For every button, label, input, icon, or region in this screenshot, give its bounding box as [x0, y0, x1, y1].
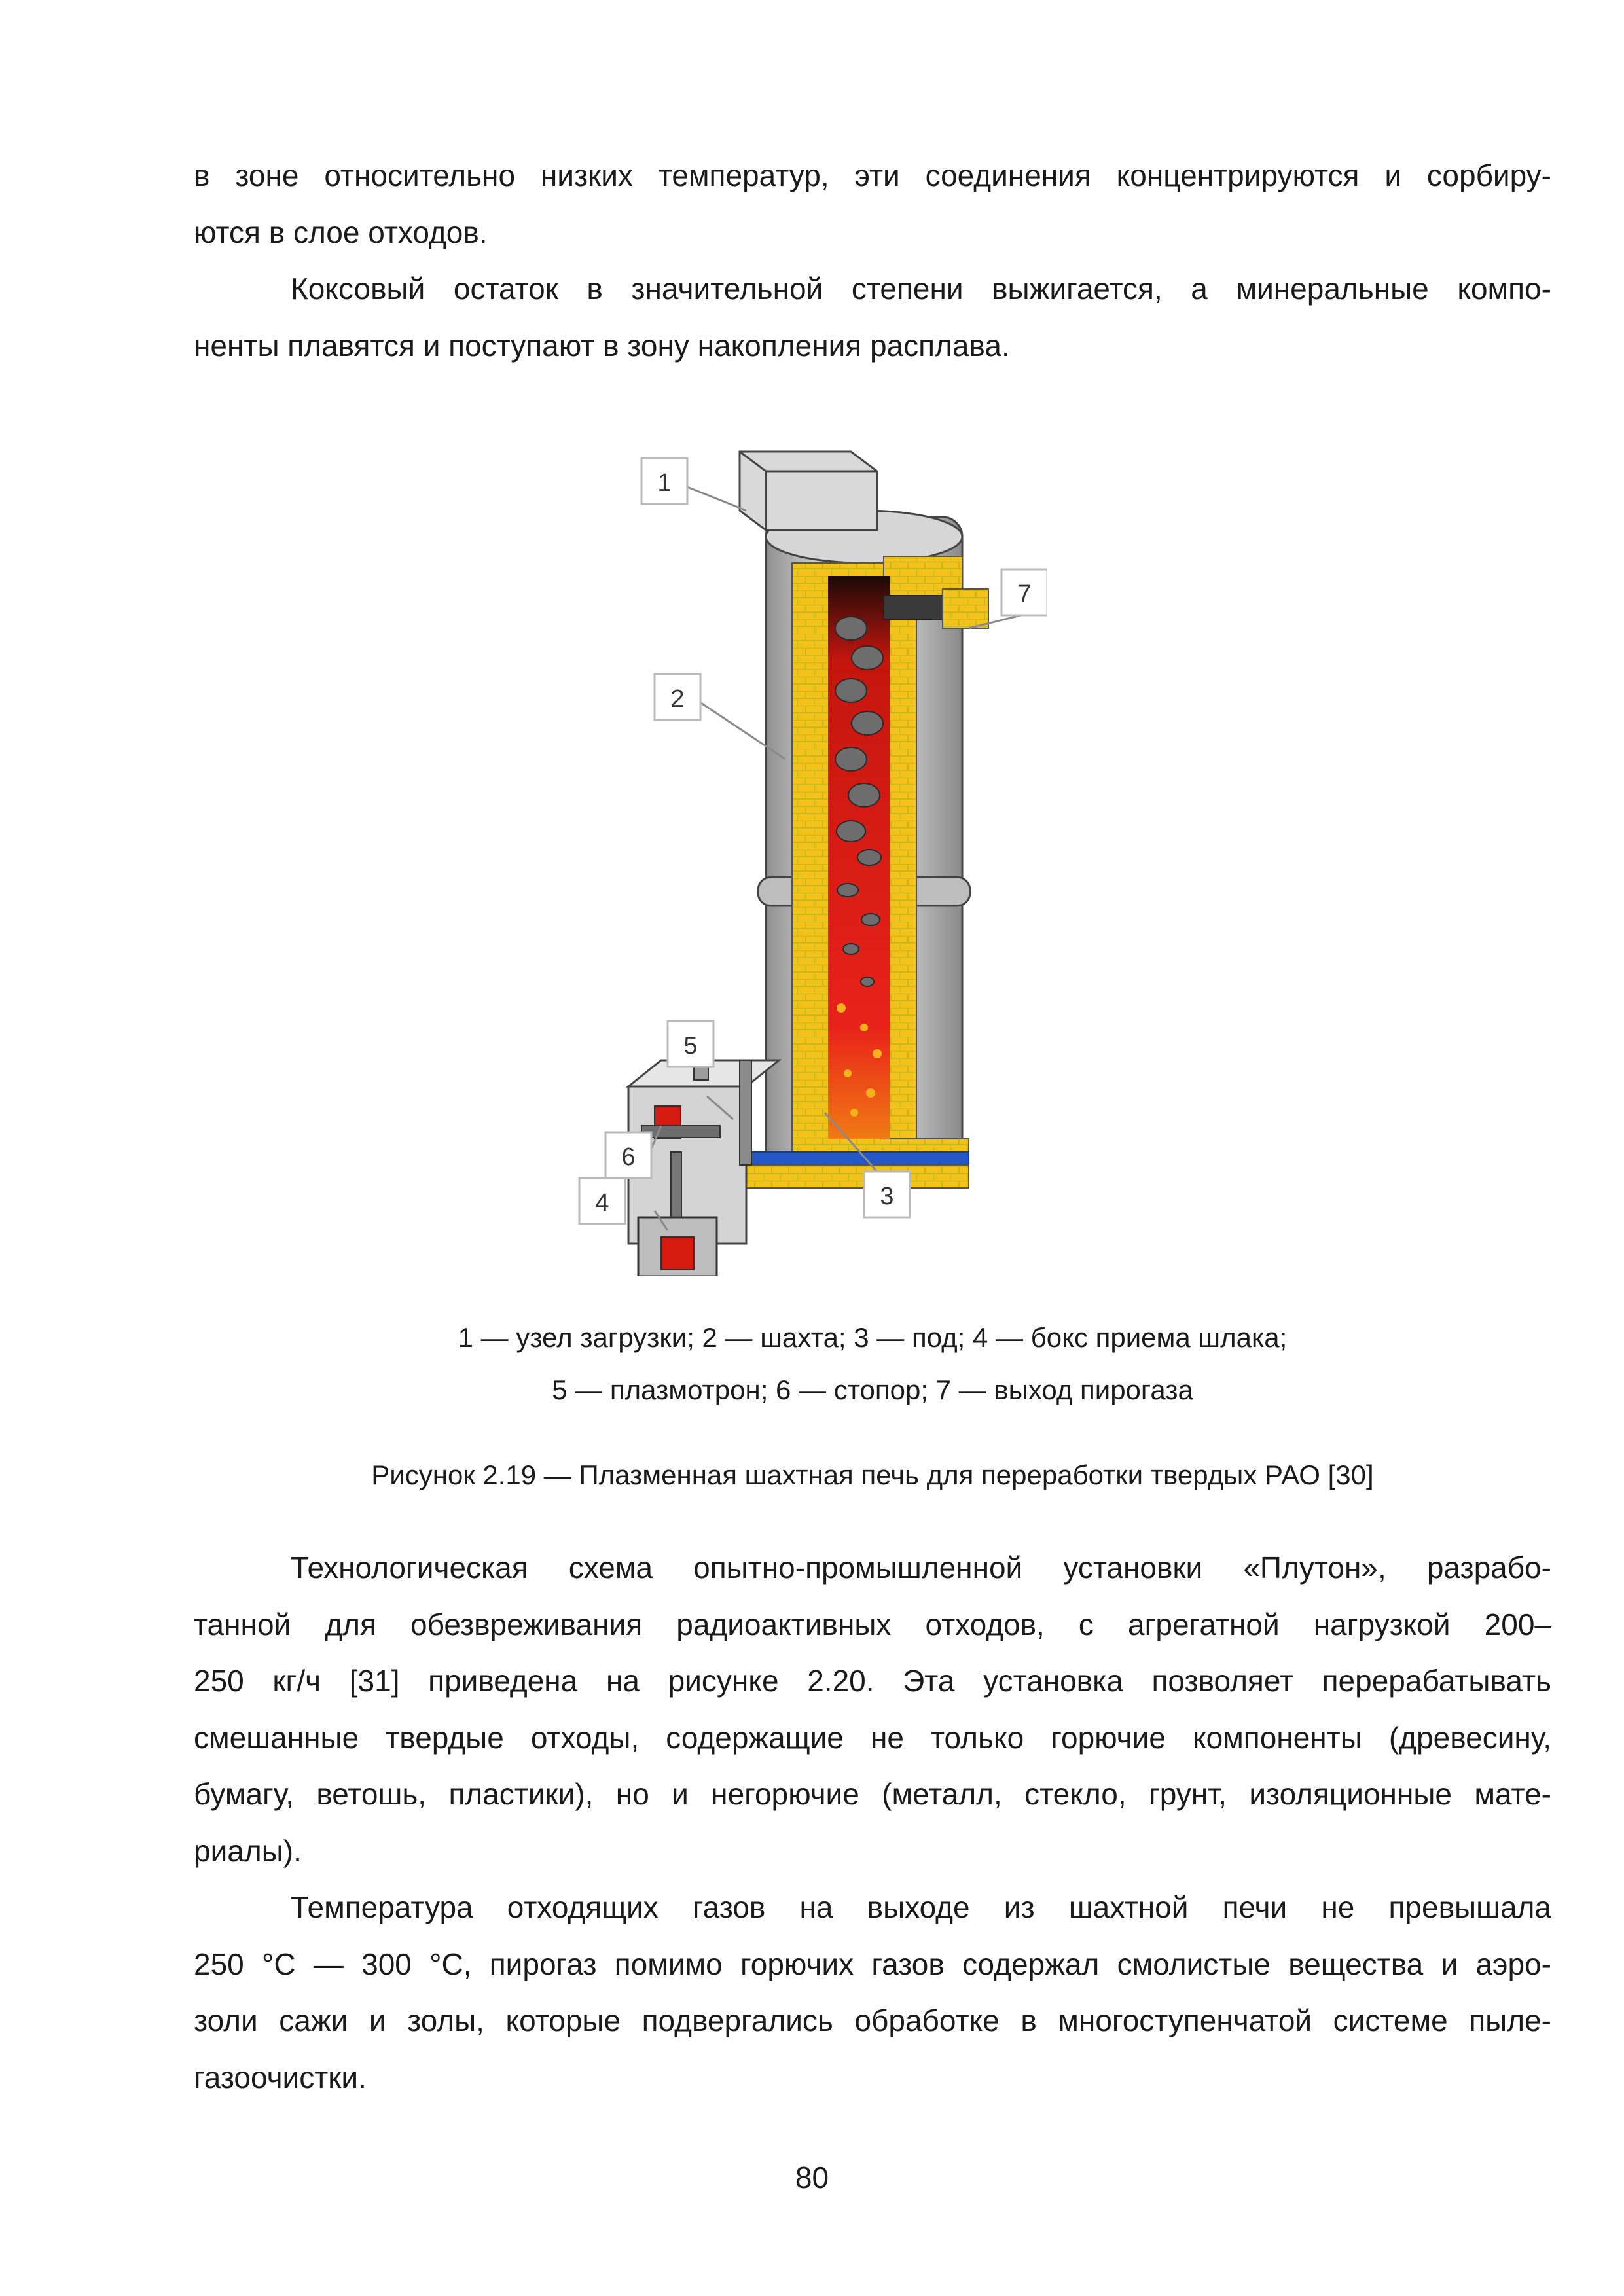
line: Температура отходящих газов на выходе из шахтной печи не превышала [291, 1890, 1551, 1924]
callout-1 [641, 458, 687, 504]
top-text [194, 147, 1551, 374]
callout-7 [1001, 569, 1047, 615]
page-number: 80 [795, 2161, 829, 2195]
callout-6 [605, 1132, 651, 1178]
callout-5 [668, 1021, 713, 1067]
line: золи сажи и золы, которые подвергались обработке в многоступенчатой системе пыле- [194, 2003, 1551, 2037]
callout-6-label: 6 [621, 1143, 636, 1171]
line: ются в слое отходов. [194, 215, 488, 249]
plasma-shaft-furnace-figure [576, 432, 1047, 1276]
callout-3 [864, 1172, 910, 1217]
callout-5-label: 5 [683, 1032, 698, 1060]
line: риалы). [194, 1833, 302, 1868]
line: смешанные твердые отходы, содержащие не только горючие компоненты (древесину, [194, 1720, 1551, 1755]
callout-4 [579, 1178, 625, 1224]
line: Коксовый остаток в значительной степени выжигается, а минеральные компо- [291, 272, 1551, 306]
hearth [720, 1152, 969, 1165]
line: в зоне относительно низких температур, эти соединения концентрируются и сорбиру- [194, 158, 1551, 192]
figure-legend-line-2: 5 — плазмотрон; 6 — стопор; 7 — выход пирогаза [552, 1374, 1193, 1405]
callout-3-label: 3 [880, 1183, 894, 1210]
furnace-diagram [576, 432, 1047, 1276]
line: 250 °C — 300 °C, пирогаз помимо горючих газов содержал смолистые вещества и аэро- [194, 1946, 1551, 1981]
loading-unit [740, 452, 877, 530]
line: газоочистки. [194, 2060, 367, 2094]
callout-4-label: 4 [595, 1189, 609, 1217]
line: ненты плавятся и поступают в зону накопления расплава. [194, 328, 1010, 363]
callout-1-label: 1 [657, 469, 672, 497]
callout-7-label: 7 [1017, 581, 1032, 608]
callout-2-label: 2 [670, 685, 685, 713]
figure-legend-line-1: 1 — узел загрузки; 2 — шахта; 3 — под; 4 — бокс приема шлака; [458, 1322, 1288, 1353]
bottom-text [194, 1539, 1551, 2106]
figure-caption: Рисунок 2.19 — Плазменная шахтная печь для переработки твердых РАО [30] [371, 1460, 1374, 1490]
line: танной для обезвреживания радиоактивных отходов, с агрегатной нагрузкой 200– [194, 1607, 1551, 1641]
callout-2 [655, 674, 700, 720]
line: бумагу, ветошь, пластики), но и негорючие (металл, стекло, грунт, изоляционные мате- [194, 1777, 1551, 1811]
line: Технологическая схема опытно-промышленной установки «Плутон», разрабо- [291, 1551, 1551, 1585]
line: 250 кг/ч [31] приведена на рисунке 2.20. Эта установка позволяет перерабатывать [194, 1664, 1551, 1698]
